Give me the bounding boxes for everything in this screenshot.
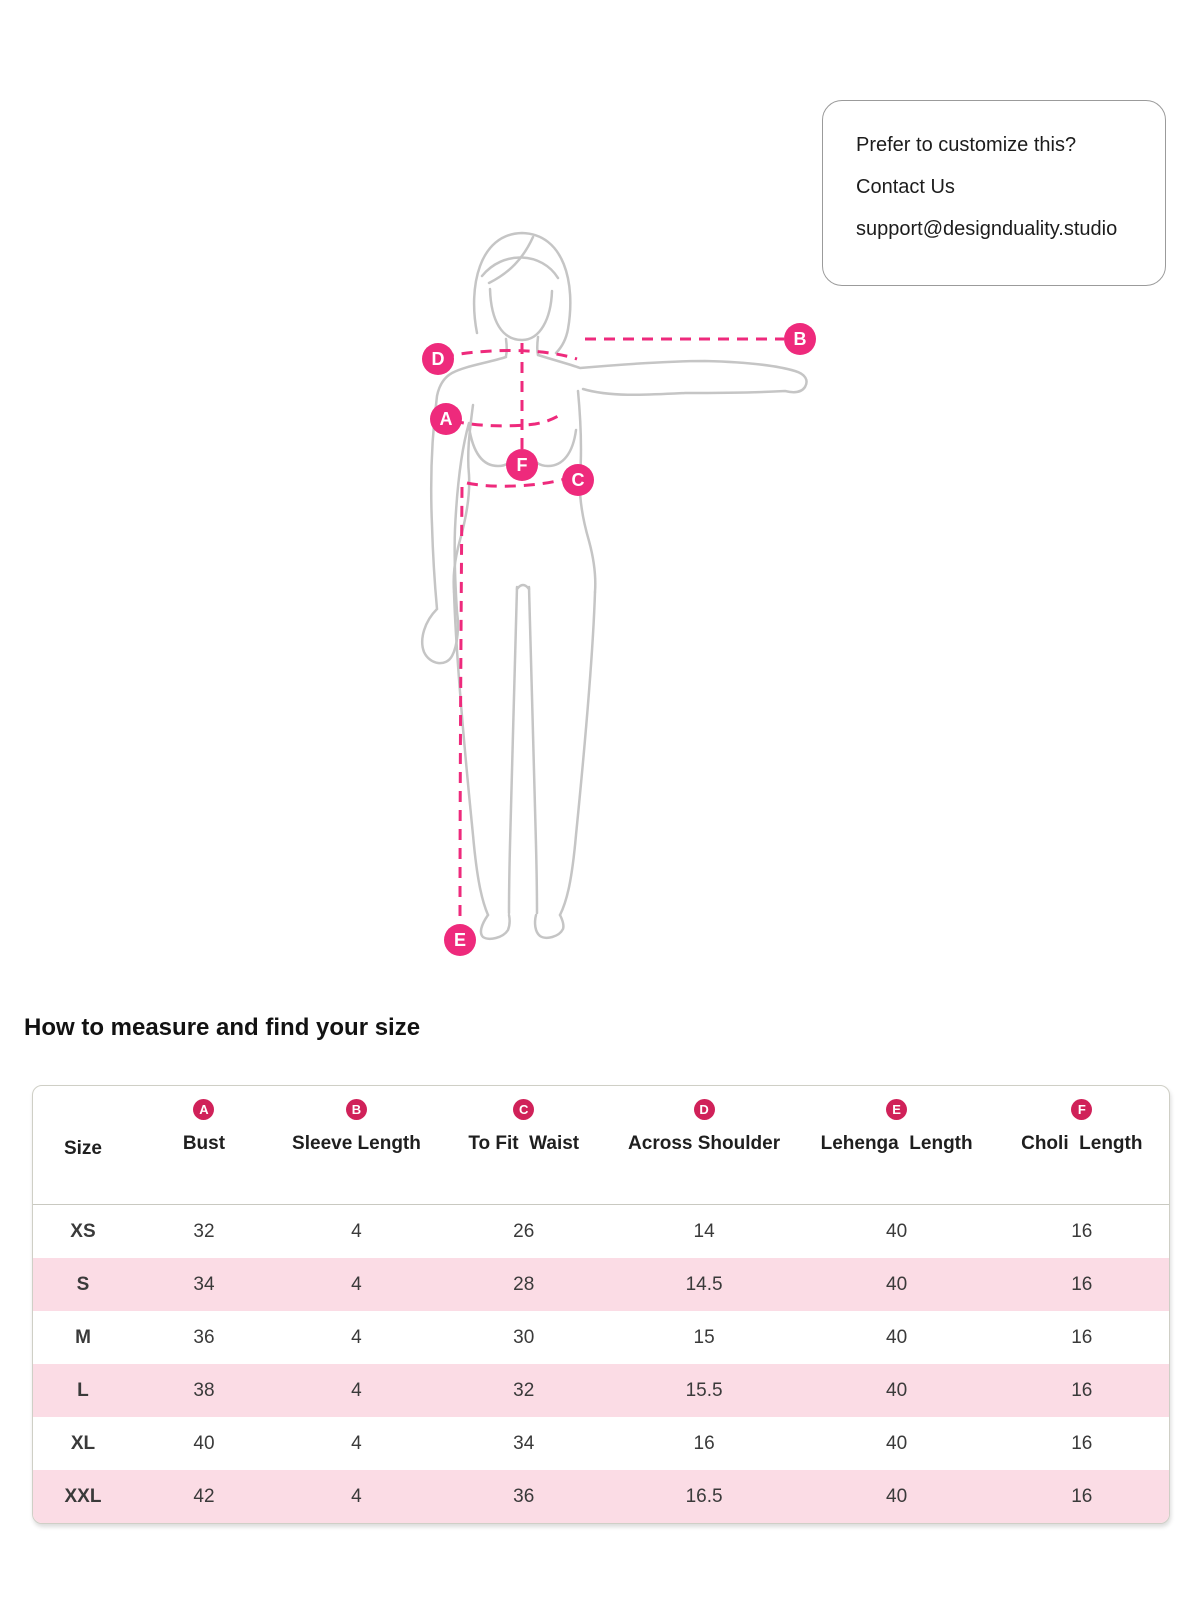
size-cell: M xyxy=(75,1326,91,1348)
marker-b xyxy=(784,323,816,355)
measurement-lines xyxy=(443,339,784,924)
marker-c-letter: C xyxy=(571,470,585,490)
column-header xyxy=(995,1086,1169,1205)
marker-b-letter: B xyxy=(793,329,807,349)
column-header xyxy=(610,1086,799,1205)
value-cell: 38 xyxy=(193,1379,215,1401)
value-cell: 14.5 xyxy=(685,1273,723,1295)
table-row xyxy=(33,1470,1169,1523)
customize-callout xyxy=(822,100,1166,286)
value-cell: 34 xyxy=(513,1432,535,1454)
value-cell: 36 xyxy=(193,1326,215,1348)
value-cell: 14 xyxy=(693,1220,715,1242)
column-letter-badge: A xyxy=(193,1099,214,1120)
marker-f xyxy=(506,449,538,481)
value-cell: 4 xyxy=(351,1273,362,1295)
value-cell: 26 xyxy=(513,1220,535,1242)
column-letter-badge: C xyxy=(513,1099,534,1120)
column-header xyxy=(275,1086,438,1205)
value-cell: 28 xyxy=(513,1273,535,1295)
marker-a xyxy=(430,403,462,435)
callout-support-email: support@designduality.studio xyxy=(856,218,1118,240)
column-label: Size xyxy=(63,1138,102,1159)
value-cell: 42 xyxy=(193,1485,215,1507)
value-cell: 40 xyxy=(886,1326,908,1348)
column-label: Bust xyxy=(182,1133,226,1154)
size-cell: L xyxy=(77,1379,89,1401)
value-cell: 16 xyxy=(1071,1220,1093,1242)
value-cell: 30 xyxy=(513,1326,535,1348)
value-cell: 15.5 xyxy=(685,1379,723,1401)
value-cell: 32 xyxy=(513,1379,535,1401)
size-cell: XXL xyxy=(64,1485,102,1507)
callout-contact-us: Contact Us xyxy=(856,176,955,198)
table-row xyxy=(33,1417,1169,1470)
marker-f-letter: F xyxy=(516,455,528,475)
page-title: How to measure and find your size xyxy=(24,1014,421,1041)
marker-c xyxy=(562,464,594,496)
size-cell: S xyxy=(76,1273,90,1295)
callout-question: Prefer to customize this? xyxy=(856,134,1077,156)
column-letter-badge: F xyxy=(1071,1099,1092,1120)
value-cell: 16 xyxy=(1071,1326,1093,1348)
value-cell: 15 xyxy=(693,1326,715,1348)
column-label: Across Shoulder xyxy=(628,1133,781,1154)
value-cell: 40 xyxy=(886,1485,908,1507)
size-cell: XL xyxy=(70,1432,96,1454)
column-header xyxy=(438,1086,610,1205)
value-cell: 40 xyxy=(886,1379,908,1401)
column-label: To Fit Waist xyxy=(468,1133,580,1154)
column-letter-badge: B xyxy=(346,1099,367,1120)
column-label: Choli Length xyxy=(1021,1133,1143,1154)
value-cell: 40 xyxy=(886,1220,908,1242)
value-cell: 4 xyxy=(351,1326,362,1348)
value-cell: 4 xyxy=(351,1432,362,1454)
value-cell: 16.5 xyxy=(685,1485,723,1507)
value-cell: 4 xyxy=(351,1485,362,1507)
column-label: Sleeve Length xyxy=(292,1133,421,1154)
value-cell: 40 xyxy=(886,1273,908,1295)
marker-e xyxy=(444,924,476,956)
column-header xyxy=(33,1086,133,1205)
marker-d xyxy=(422,343,454,375)
size-table-card xyxy=(32,1085,1170,1524)
column-letter-badge: D xyxy=(694,1099,715,1120)
marker-e-letter: E xyxy=(453,930,467,950)
value-cell: 4 xyxy=(351,1220,362,1242)
marker-d-letter: D xyxy=(431,349,445,369)
measure-line-waist xyxy=(467,479,565,486)
value-cell: 40 xyxy=(193,1432,215,1454)
column-header xyxy=(133,1086,275,1205)
column-letter-badge: E xyxy=(886,1099,907,1120)
table-header-row xyxy=(33,1086,1169,1205)
measurement-figure xyxy=(405,225,825,965)
value-cell: 16 xyxy=(1071,1485,1093,1507)
value-cell: 16 xyxy=(1071,1379,1093,1401)
table-row xyxy=(33,1205,1169,1259)
measure-line-lehenga xyxy=(460,487,462,924)
column-label: Lehenga Length xyxy=(820,1133,973,1154)
table-row xyxy=(33,1364,1169,1417)
column-header xyxy=(799,1086,995,1205)
table-row xyxy=(33,1258,1169,1311)
size-table xyxy=(33,1086,1169,1523)
value-cell: 16 xyxy=(693,1432,715,1454)
value-cell: 40 xyxy=(886,1432,908,1454)
value-cell: 36 xyxy=(513,1485,535,1507)
value-cell: 32 xyxy=(193,1220,215,1242)
value-cell: 4 xyxy=(351,1379,362,1401)
value-cell: 16 xyxy=(1071,1273,1093,1295)
value-cell: 16 xyxy=(1071,1432,1093,1454)
value-cell: 34 xyxy=(193,1273,215,1295)
size-cell: XS xyxy=(70,1220,96,1242)
table-row xyxy=(33,1311,1169,1364)
marker-a-letter: A xyxy=(439,409,453,429)
